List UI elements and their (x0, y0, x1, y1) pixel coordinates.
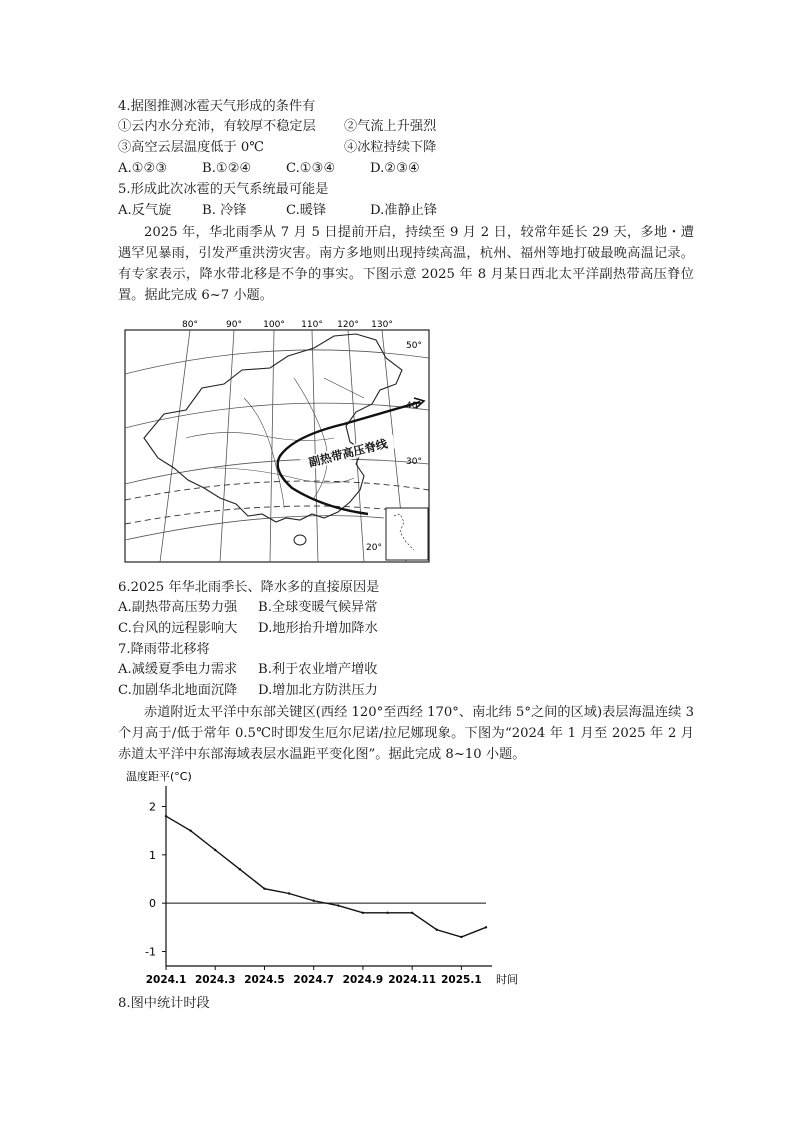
q6-stem: 6.2025 年华北雨季长、降水多的直接原因是 (118, 580, 380, 595)
data-point (239, 868, 241, 870)
chart-plot-layer (145, 786, 518, 986)
data-point (436, 929, 438, 931)
q7-stem: 7.降雨带北移将 (118, 642, 210, 657)
x-tick-label: 2024.5 (244, 974, 285, 986)
x-tick-label: 2024.7 (293, 974, 334, 986)
data-point (312, 900, 314, 902)
data-point (288, 892, 290, 894)
q6-option-b[interactable]: B.全球变暖气候异常 (258, 600, 378, 615)
lat-label-30: 30° (406, 457, 422, 467)
lat-label-40: 40° (406, 401, 422, 411)
q4-option-d[interactable]: D.②③④ (370, 161, 420, 176)
data-point (337, 904, 339, 906)
lon-label-110: 110° (301, 320, 323, 330)
q7-option-d[interactable]: D.增加北方防洪压力 (258, 683, 378, 698)
q6-option-a[interactable]: A.副热带高压势力强 (118, 600, 238, 615)
q7-option-b[interactable]: B.利于农业增产增收 (258, 662, 378, 677)
passage-1: 2025 年，华北雨季从 7 月 5 日提前开启，持续至 9 月 2 日，较常年延长 29 天，多地・遭遇罕见暴雨，引发严重洪涝灾害。南方多地则出现持续高温，杭州、福州等地打破最晚高温记录。有专家表示，降水带北移是不争的事实。下图示意 2025 年 8 月某日西北太平洋副热带高压脊位置。据此完成 6~7 小题。 (118, 225, 694, 303)
lat-label-50: 50° (406, 341, 422, 351)
sst-anomaly-chart (118, 768, 548, 992)
y-tick-label: 1 (149, 848, 156, 862)
lon-label-130: 130° (371, 320, 393, 330)
q7-option-a[interactable]: A.减缓夏季电力需求 (118, 662, 238, 677)
data-point (165, 815, 167, 817)
q7-option-c[interactable]: C.加剧华北地面沉降 (118, 683, 238, 698)
y-tick-label: 2 (149, 800, 156, 814)
anomaly-line (166, 816, 486, 937)
q4-item-2: ②气流上升强烈 (344, 119, 437, 134)
y-tick-label: 0 (149, 897, 156, 911)
ridge-label: 副热带高压脊线 (307, 436, 389, 470)
lon-label-80: 80° (182, 320, 198, 330)
lon-label-90: 90° (226, 320, 242, 330)
q4-option-b[interactable]: B.①②④ (202, 161, 252, 176)
x-tick-label: 2024.9 (342, 974, 384, 986)
lon-label-100: 100° (263, 320, 285, 330)
passage-2: 赤道附近太平洋中东部关键区(西经 120°至西经 170°、南北纬 5°之间的区域)表层海温连续 3 个月高于/低于常年 0.5℃时即发生厄尔尼诺/拉尼娜现象。下图为“2024 年 1 月至 2025 年 2 月赤道太平洋中东部海域表层水温距平变化图”。据此完成 8~10 小题。 (118, 705, 694, 762)
q4-option-c[interactable]: C.①③④ (286, 161, 336, 176)
south-sea-inset (386, 508, 428, 560)
lon-label-120: 120° (337, 320, 359, 330)
q6-option-c[interactable]: C.台风的远程影响大 (118, 621, 238, 636)
q4-stem: 4.据图推测冰雹天气形成的条件有 (118, 99, 316, 114)
q4-item-3: ③高空云层温度低于 0℃ (118, 140, 265, 155)
q5-stem: 5.形成此次冰雹的天气系统最可能是 (118, 182, 329, 197)
subtropical-high-map (124, 318, 436, 564)
data-point (485, 926, 487, 928)
x-axis-label: 时间 (496, 973, 518, 986)
chart-svg (118, 768, 548, 992)
x-tick-label: 2024.1 (145, 974, 187, 986)
y-tick-label: -1 (145, 945, 156, 959)
data-point (411, 912, 413, 914)
data-point (263, 887, 265, 889)
chart-ylabel: 温度距平(°C) (126, 770, 192, 783)
q5-option-a[interactable]: A.反气旋 (118, 203, 172, 218)
data-point (214, 849, 216, 851)
x-tick-label: 2024.3 (194, 974, 236, 986)
q5-option-b[interactable]: B. 冷锋 (202, 203, 247, 218)
q5-option-c[interactable]: C.暖锋 (286, 203, 327, 218)
q4-item-4: ④冰粒持续下降 (344, 140, 437, 155)
q4-item-1: ①云内水分充沛，有较厚不稳定层 (118, 119, 316, 134)
data-point (189, 829, 191, 831)
q8-stem: 8.图中统计时段 (118, 996, 210, 1011)
q5-option-d[interactable]: D.准静止锋 (370, 203, 438, 218)
q6-option-d[interactable]: D.地形抬升增加降水 (258, 621, 378, 636)
map-svg (124, 318, 436, 564)
q4-option-a[interactable]: A.①②③ (118, 161, 168, 176)
data-point (460, 936, 462, 938)
lat-label-20: 20° (366, 543, 382, 553)
data-point (386, 912, 388, 914)
x-tick-label: 2025.1 (441, 974, 482, 986)
x-tick-label: 2024.11 (388, 974, 437, 986)
data-point (362, 912, 364, 914)
